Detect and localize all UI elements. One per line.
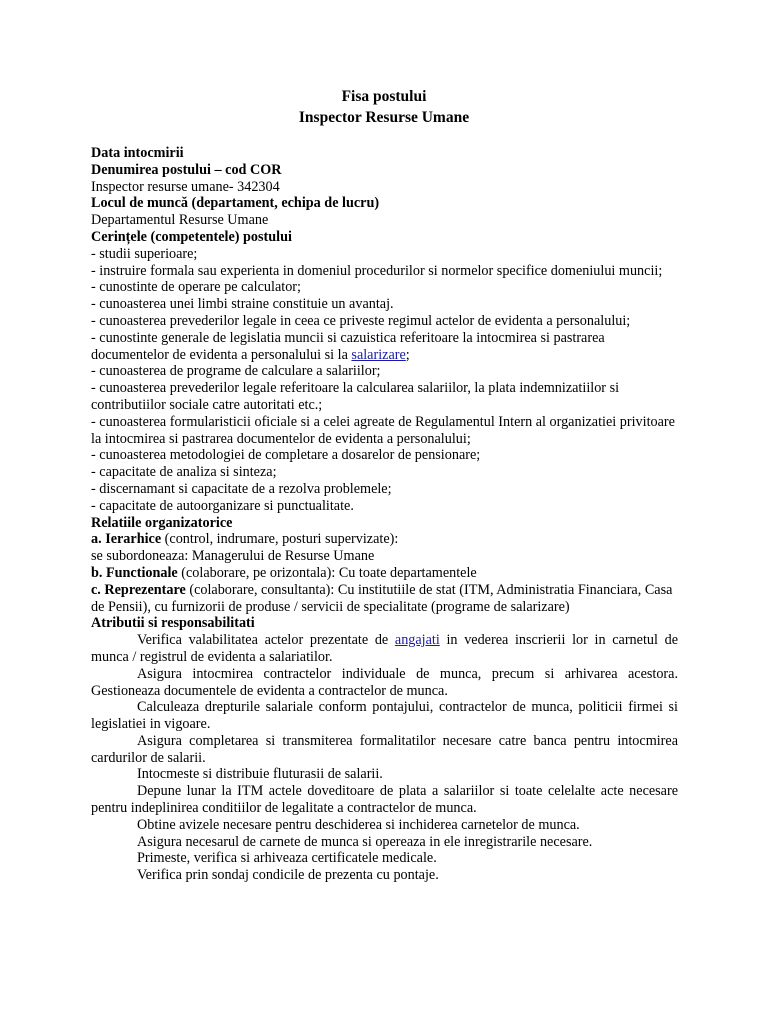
document-body: [91, 145, 678, 884]
relatii-heading: Relatiile organizatorice: [91, 514, 233, 531]
atributii-heading: Atributii si responsabilitati: [91, 615, 255, 632]
atributie-item: Depune lunar la ITM actele doveditoare de plata a salariilor si toate celelalte acte necesare pentru indeplinirea conditiilor de legalitate a contractelor de munca.: [91, 783, 678, 817]
relatie-reprezentare: [91, 582, 678, 616]
relatie-functionale: [91, 565, 678, 582]
atributie-item: [91, 632, 678, 666]
ierarhice-text: (control, indrumare, posturi supervizate):: [161, 531, 399, 548]
angajati-link[interactable]: angajati: [394, 632, 440, 649]
cerinta-item: - cunoasterea unei limbi straine constituie un avantaj.: [91, 296, 394, 313]
locul-heading: Locul de muncă (departament, echipa de lucru): [91, 195, 380, 212]
functionale-text: (colaborare, pe orizontala): Cu toate departamentele: [177, 564, 477, 581]
denumire-value: Inspector resurse umane- 342304: [91, 178, 280, 195]
cerinta-item: - capacitate de autoorganizare si punctualitate.: [91, 497, 354, 514]
relatie-ierarhice: [91, 531, 678, 548]
atributie-item: Obtine avizele necesare pentru deschiderea si inchiderea carnetelor de munca.: [137, 816, 580, 833]
cerinta-item: - discernamant si capacitate de a rezolva problemele;: [91, 480, 392, 497]
cerinta-item-salarizare: [91, 330, 678, 364]
atributie-1-end: in vederea inscrierii lor in carnetul de munca / registrul de evidenta a salariatilor.: [91, 632, 678, 665]
subordoneaza-line: se subordoneaza: Managerului de Resurse Umane: [91, 548, 375, 565]
cerinta-item: - cunoasterea prevederilor legale in ceea ce priveste regimul actelor de evidenta a personalului;: [91, 312, 631, 329]
cerinta-item: - cunostinte de operare pe calculator;: [91, 279, 301, 296]
reprezentare-label: c. Reprezentare: [91, 581, 186, 598]
atributie-item: Verifica prin sondaj condicile de prezenta cu pontaje.: [137, 867, 439, 884]
cerinta-item: - cunoasterea prevederilor legale referitoare la calcularea salariilor, la plata indemnizatiilor si contributiilor sociale catre autoritati etc.;: [91, 380, 620, 413]
atributie-item: Asigura necesarul de carnete de munca si opereaza in ele inregistrarile necesare.: [137, 833, 593, 850]
document-title: Fisa postului: [341, 88, 427, 105]
atributie-item: Primeste, verifica si arhiveaza certificatele medicale.: [137, 850, 437, 867]
atributie-item: Intocmeste si distribuie fluturasii de salarii.: [137, 766, 383, 783]
cerinta-item: - cunoasterea de programe de calculare a salariilor;: [91, 363, 381, 380]
cerinta-item: - studii superioare;: [91, 245, 198, 262]
atributie-item: Asigura intocmirea contractelor individuale de munca, precum si arhivarea acestora. Gestioneaza documentele de evidenta a contractelor de munca.: [91, 665, 678, 699]
salarizare-link[interactable]: salarizare: [351, 346, 406, 363]
document-title-block: [0, 86, 768, 128]
atributie-item: Asigura completarea si transmiterea formalitatilor necesare catre banca pentru intocmirea cardurilor de salarii.: [91, 732, 678, 766]
reprezentare-text: (colaborare, consultanta): Cu institutiile de stat (ITM, Administratia Financiara, Casa de Pensii), cu furnizorii de produse / servicii de specialitate (programe de salarizare): [91, 581, 673, 615]
cerinta-salarizare-text: - cunostinte generale de legislatia muncii si cazuistica referitoare la intocmirea si pastrarea documentelor de evidenta a personalului si la: [91, 329, 605, 363]
ierarhice-label: a. Ierarhice: [91, 531, 162, 548]
cerinta-item: - cunoasterea metodologiei de completare a dosarelor de pensionare;: [91, 447, 481, 464]
cerinta-salarizare-end: ;: [405, 346, 410, 363]
functionale-label: b. Functionale: [91, 564, 178, 581]
document-subtitle: Inspector Resurse Umane: [298, 109, 470, 126]
cerinta-item: - instruire formala sau experienta in domeniul procedurilor si normelor specifice domeniului muncii;: [91, 262, 663, 279]
cerinta-item: - cunoasterea formularisticii oficiale si a celei agreate de Regulamentul Intern al organizatiei privitoare la intocmirea si pastrarea documentelor de evidenta a personalului;: [91, 413, 675, 447]
cerinta-item: - capacitate de analiza si sinteza;: [91, 464, 277, 481]
cerinte-heading: Cerințele (competentele) postului: [91, 228, 292, 245]
atributie-item: Calculeaza drepturile salariale conform pontajului, contractelor de munca, politicii firmei si legislatiei in vigoare.: [91, 699, 678, 733]
atributie-1-text: Verifica valabilitatea actelor prezentate de: [137, 632, 395, 649]
data-intocmirii-heading: Data intocmirii: [91, 145, 184, 161]
denumire-heading: Denumirea postului – cod COR: [91, 161, 282, 178]
locul-value: Departamentul Resurse Umane: [91, 212, 269, 229]
